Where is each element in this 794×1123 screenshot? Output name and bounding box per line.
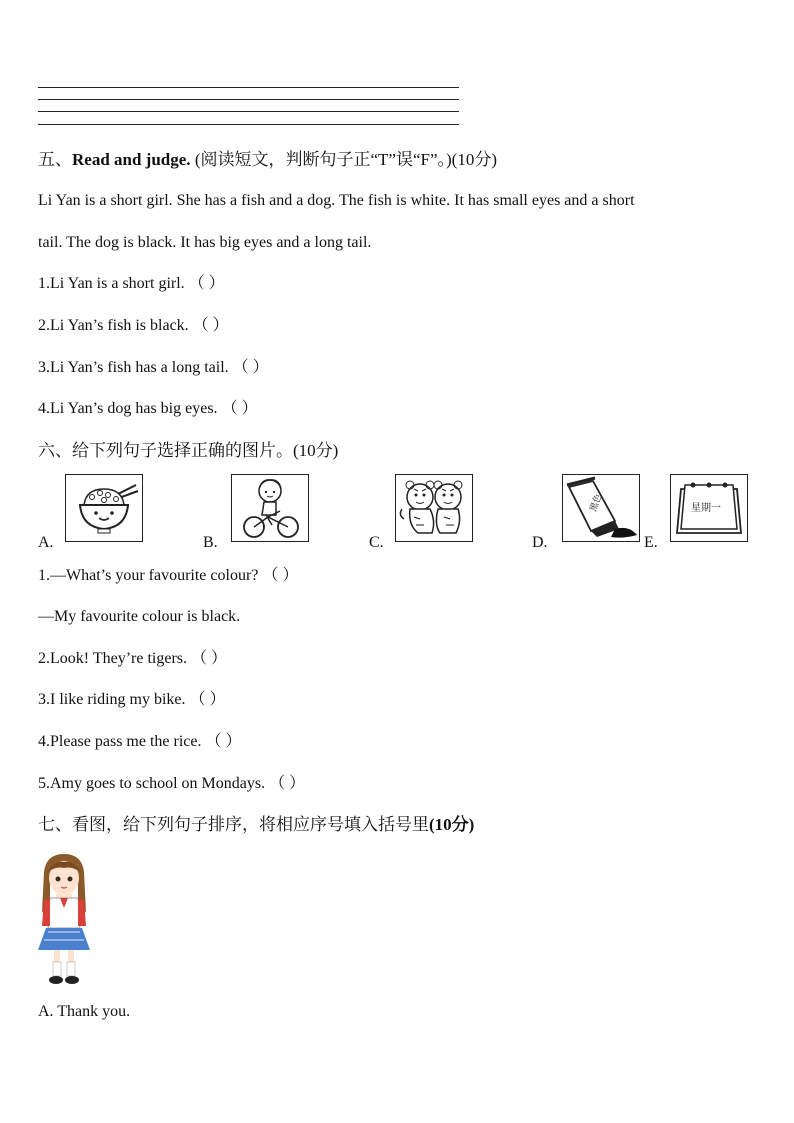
section-7-heading: 七、看图，给下列句子排序，将相应序号填入括号里(10分) bbox=[38, 815, 475, 834]
answer-blank[interactable]: （ ） bbox=[269, 775, 306, 792]
dialogue-response: —My favourite colour is black. bbox=[38, 608, 241, 625]
question-item: 1.—What’s your favourite colour? （ ） bbox=[38, 567, 299, 584]
question-item: 2.Li Yan’s fish is black. （ ） bbox=[38, 317, 229, 334]
question-item: 4.Please pass me the rice. （ ） bbox=[38, 733, 242, 750]
rice-bowl-icon[interactable] bbox=[65, 474, 143, 542]
schoolgirl-icon bbox=[34, 852, 94, 988]
calendar-label: 星期一 bbox=[691, 503, 721, 514]
section-title-cn: (阅读短文，判断句子正“T”误“F”。)(10分) bbox=[194, 150, 497, 169]
answer-blank[interactable]: （ ） bbox=[188, 275, 225, 292]
answer-blank[interactable]: （ ） bbox=[189, 691, 226, 708]
option-label: A. bbox=[38, 534, 54, 551]
option-label: E. bbox=[644, 534, 658, 551]
paint-tube-icon[interactable] bbox=[562, 474, 640, 542]
question-item: 5.Amy goes to school on Mondays. （ ） bbox=[38, 775, 306, 792]
question-item: 1.Li Yan is a short girl. （ ） bbox=[38, 275, 225, 292]
answer-blank[interactable]: （ ） bbox=[205, 733, 242, 750]
question-item: 4.Li Yan’s dog has big eyes. （ ） bbox=[38, 400, 258, 417]
answer-blank[interactable]: （ ） bbox=[232, 359, 269, 376]
answer-line bbox=[38, 99, 459, 100]
section-5-heading bbox=[38, 150, 497, 170]
passage-line: tail. The dog is black. It has big eyes and a long tail. bbox=[38, 234, 372, 251]
sentence-item: A. Thank you. bbox=[38, 1003, 131, 1020]
calendar-icon[interactable] bbox=[670, 474, 748, 542]
answer-line bbox=[38, 87, 459, 88]
section-title-en: Read and judge. bbox=[72, 150, 191, 169]
paint-tube-label: 黑色 bbox=[588, 492, 605, 514]
option-label: D. bbox=[532, 534, 548, 551]
tigers-icon[interactable] bbox=[395, 474, 473, 542]
answer-blank[interactable]: （ ） bbox=[192, 317, 229, 334]
answer-blank[interactable]: （ ） bbox=[191, 650, 228, 667]
answer-blank[interactable]: （ ） bbox=[221, 400, 258, 417]
section-number: 五、 bbox=[38, 150, 72, 169]
answer-line bbox=[38, 124, 459, 125]
question-item: 3.I like riding my bike. （ ） bbox=[38, 691, 226, 708]
option-label: C. bbox=[369, 534, 384, 551]
passage-line: Li Yan is a short girl. She has a fish and a dog. The fish is white. It has small eyes and a short bbox=[38, 192, 635, 209]
answer-blank[interactable]: （ ） bbox=[262, 567, 299, 584]
boy-riding-bike-icon[interactable] bbox=[231, 474, 309, 542]
option-label: B. bbox=[203, 534, 218, 551]
answer-line bbox=[38, 111, 459, 112]
question-item: 2.Look! They’re tigers. （ ） bbox=[38, 650, 228, 667]
question-item: 3.Li Yan’s fish has a long tail. （ ） bbox=[38, 359, 269, 376]
section-6-heading: 六、给下列句子选择正确的图片。(10分) bbox=[38, 441, 339, 460]
